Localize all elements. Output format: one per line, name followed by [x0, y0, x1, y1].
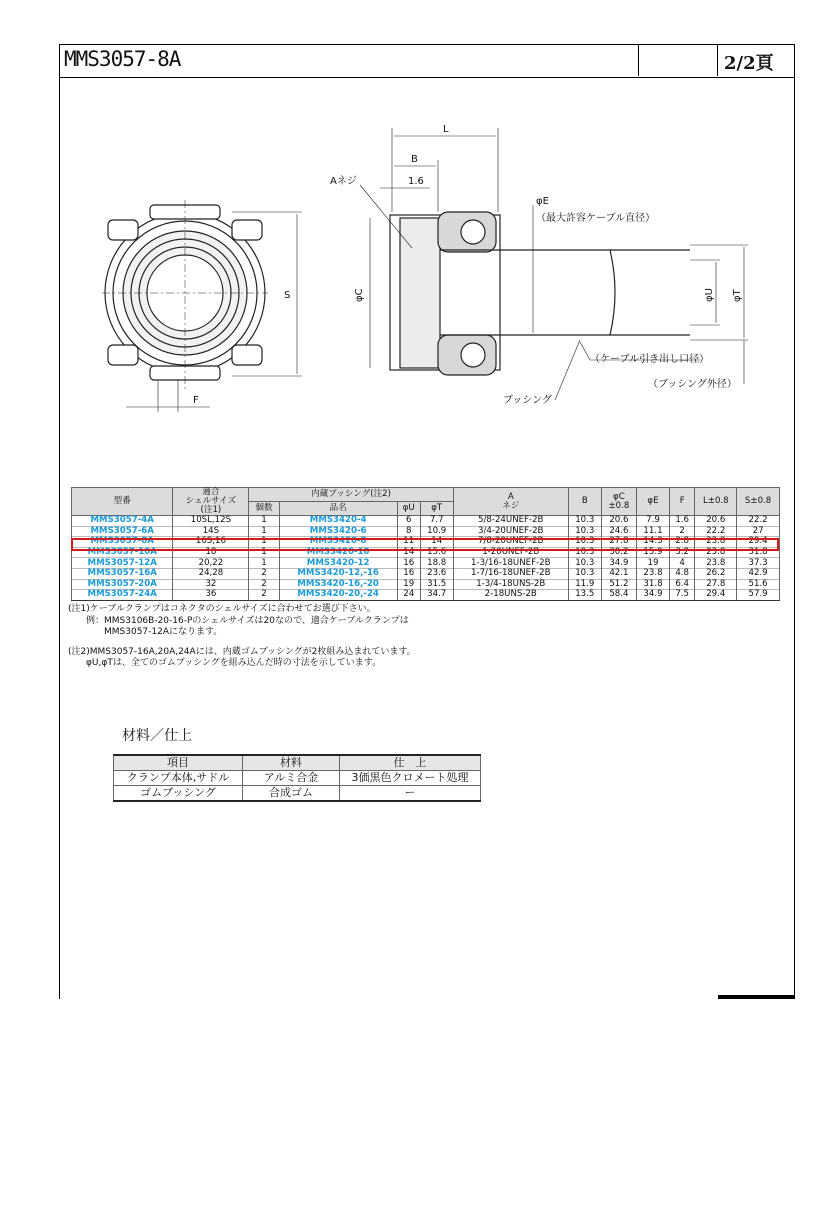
cell-shell: 18: [173, 547, 249, 558]
cell-l: 22.2: [695, 526, 737, 537]
cell-a: 1-20UNEF-2B: [453, 547, 568, 558]
materials-title: 材料／仕上: [122, 728, 192, 744]
materials-cell: アルミ合金: [243, 771, 340, 786]
dim-label-l: L: [443, 124, 449, 135]
cell-a: 2-18UNS-2B: [453, 590, 568, 601]
note-line: MMS3057-12Aになります。: [68, 627, 223, 637]
materials-cell: クランプ本体,サドル: [114, 771, 243, 786]
cell-b: 10.3: [568, 516, 601, 527]
note-line: (注2)MMS3057-16A,20A,24Aには、内蔵ゴムブッシングが2枚組み込まれています。: [68, 646, 416, 657]
cell-shell: 36: [173, 590, 249, 601]
bottom-bar: [718, 995, 794, 999]
col-c-line: φC: [613, 491, 625, 502]
cell-u: 24: [397, 590, 420, 601]
cell-model: MMS3057-8A: [72, 537, 173, 548]
cell-e: 15.9: [637, 547, 670, 558]
technical-drawing: [0, 0, 827, 480]
cell-s: 51.6: [737, 579, 780, 590]
cell-b: 10.3: [568, 547, 601, 558]
dim-label-phi-e: φE: [536, 196, 549, 207]
col-l: L±0.8: [695, 488, 737, 516]
cell-f: 3.2: [669, 547, 694, 558]
materials-table: [113, 754, 481, 802]
col-a-line: ネジ: [502, 500, 520, 511]
dim-label-phi-c: φC: [354, 288, 365, 302]
cell-model: MMS3057-4A: [72, 516, 173, 527]
table-row: [72, 526, 780, 537]
note-line: φU,φTは、全てのゴムブッシングを組み込んだ時の寸法を示しています。: [68, 658, 382, 668]
cell-u: 14: [397, 547, 420, 558]
materials-cell: ー: [340, 786, 481, 802]
cell-t: 23.6: [420, 568, 453, 579]
cell-part: MMS3420-8: [279, 537, 397, 548]
cell-u: 19: [397, 579, 420, 590]
dim-label-b: B: [411, 154, 418, 165]
cell-count: 1: [249, 516, 279, 527]
materials-header-row: [114, 755, 481, 771]
col-s: S±0.8: [737, 488, 780, 516]
materials-row: [114, 771, 481, 786]
materials-header: 項目: [114, 755, 243, 771]
cell-l: 27.8: [695, 579, 737, 590]
col-e: φE: [637, 488, 670, 516]
dim-label-phi-u: φU: [704, 288, 715, 302]
materials-cell: 合成ゴム: [243, 786, 340, 802]
col-part: 品名: [279, 502, 397, 516]
cell-b: 10.3: [568, 568, 601, 579]
cell-l: 29.4: [695, 590, 737, 601]
cell-c: 20.6: [601, 516, 636, 527]
col-c: [601, 488, 636, 516]
cell-count: 1: [249, 537, 279, 548]
cell-u: 11: [397, 537, 420, 548]
note-line: (注1)ケーブルクランプはコネクタのシェルサイズに合わせてお選び下さい。: [68, 604, 376, 614]
cell-u: 8: [397, 526, 420, 537]
cell-t: 7.7: [420, 516, 453, 527]
cell-part: MMS3420-4: [279, 516, 397, 527]
materials-cell: ゴムブッシング: [114, 786, 243, 802]
cell-c: 51.2: [601, 579, 636, 590]
materials-header: 材料: [243, 755, 340, 771]
cell-model: MMS3057-16A: [72, 568, 173, 579]
cell-t: 18.8: [420, 558, 453, 569]
cell-e: 14.3: [637, 537, 670, 548]
cell-b: 11.9: [568, 579, 601, 590]
cell-e: 23.8: [637, 568, 670, 579]
cell-u: 16: [397, 558, 420, 569]
table-row: [72, 516, 780, 527]
highlighted-row-outline: [71, 538, 779, 551]
cell-shell: 16S,16: [173, 537, 249, 548]
col-model: 型番: [72, 488, 173, 516]
cell-e: 31.8: [637, 579, 670, 590]
cell-b: 13.5: [568, 590, 601, 601]
cell-c: 34.9: [601, 558, 636, 569]
dim-label-a-thread: Aネジ: [330, 176, 357, 187]
cell-part: MMS3420-10: [279, 547, 397, 558]
cell-b: 10.3: [568, 526, 601, 537]
cell-s: 37.3: [737, 558, 780, 569]
cell-t: 10.9: [420, 526, 453, 537]
bushing-od-label: （ブッシング外径）: [648, 379, 737, 390]
cell-t: 31.5: [420, 579, 453, 590]
dim-label-1-6: 1.6: [408, 176, 424, 187]
cell-f: 4.8: [669, 568, 694, 579]
cell-a: 7/8-20UNEF-2B: [453, 537, 568, 548]
col-a: [453, 488, 568, 516]
table-row: [72, 568, 780, 579]
cell-c: 27.8: [601, 537, 636, 548]
cell-count: 2: [249, 579, 279, 590]
cell-shell: 14S: [173, 526, 249, 537]
dim-label-phi-t: φT: [732, 289, 743, 302]
cell-model: MMS3057-12A: [72, 558, 173, 569]
front-view: [102, 200, 302, 412]
cell-part: MMS3420-12,-16: [279, 568, 397, 579]
cell-l: 23.8: [695, 547, 737, 558]
cell-l: 23.8: [695, 537, 737, 548]
cell-t: 14: [420, 537, 453, 548]
cell-c: 30.2: [601, 547, 636, 558]
cell-count: 2: [249, 590, 279, 601]
materials-cell: 3価黒色クロメート処理: [340, 771, 481, 786]
max-cable-label: （最大許容ケーブル直径）: [536, 213, 656, 224]
cell-model: MMS3057-10A: [72, 547, 173, 558]
col-t: φT: [420, 502, 453, 516]
cell-shell: 10SL,12S: [173, 516, 249, 527]
cell-count: 2: [249, 568, 279, 579]
col-u: φU: [397, 502, 420, 516]
cell-model: MMS3057-20A: [72, 579, 173, 590]
col-bushing-group: 内蔵ブッシング(注2): [249, 488, 453, 502]
cell-model: MMS3057-24A: [72, 590, 173, 601]
cable-exit-label: （ケーブル引き出し口径）: [590, 354, 710, 365]
cell-s: 42.9: [737, 568, 780, 579]
cell-shell: 24,28: [173, 568, 249, 579]
table-row: [72, 590, 780, 601]
cell-part: MMS3420-16,-20: [279, 579, 397, 590]
materials-row: [114, 786, 481, 802]
cell-f: 7.5: [669, 590, 694, 601]
cell-f: 2: [669, 526, 694, 537]
cell-part: MMS3420-20,-24: [279, 590, 397, 601]
col-shell: [173, 488, 249, 516]
col-c-line: ±0.8: [608, 500, 630, 511]
cell-count: 1: [249, 558, 279, 569]
cell-e: 34.9: [637, 590, 670, 601]
cell-l: 23.8: [695, 558, 737, 569]
dim-label-f: F: [193, 395, 199, 406]
cell-b: 10.3: [568, 537, 601, 548]
cell-s: 31.8: [737, 547, 780, 558]
cell-s: 29.4: [737, 537, 780, 548]
cell-shell: 20,22: [173, 558, 249, 569]
cell-a: 1-3/4-18UNS-2B: [453, 579, 568, 590]
cell-f: 2.8: [669, 537, 694, 548]
cell-part: MMS3420-6: [279, 526, 397, 537]
cell-s: 22.2: [737, 516, 780, 527]
cell-c: 42.1: [601, 568, 636, 579]
col-count: 個数: [249, 502, 279, 516]
document-title: MMS3057-8A: [64, 47, 181, 71]
cell-c: 24.6: [601, 526, 636, 537]
cell-s: 27: [737, 526, 780, 537]
cell-count: 1: [249, 526, 279, 537]
cell-f: 6.4: [669, 579, 694, 590]
cell-t: 15.6: [420, 547, 453, 558]
cell-s: 57.9: [737, 590, 780, 601]
notes: [68, 604, 416, 670]
note-line: 例：MMS3106B-20-16-Pのシェルサイズは20なので、適合ケーブルクランプは: [68, 615, 409, 626]
cell-e: 7.9: [637, 516, 670, 527]
bushing-label: ブッシング: [503, 395, 552, 406]
cell-t: 34.7: [420, 590, 453, 601]
cell-b: 10.3: [568, 558, 601, 569]
col-b: B: [568, 488, 601, 516]
cell-e: 19: [637, 558, 670, 569]
cell-a: 1-7/16-18UNEF-2B: [453, 568, 568, 579]
col-a-line: A: [507, 491, 514, 502]
cell-model: MMS3057-6A: [72, 526, 173, 537]
cell-f: 4: [669, 558, 694, 569]
table-row: [72, 558, 780, 569]
col-shell-line: (注1): [200, 505, 222, 515]
col-shell-line: 適合: [202, 487, 220, 497]
table-row: [72, 579, 780, 590]
cell-l: 20.6: [695, 516, 737, 527]
cell-part: MMS3420-12: [279, 558, 397, 569]
cell-count: 1: [249, 547, 279, 558]
page-number: 2/2頁: [724, 53, 774, 74]
cell-a: 5/8-24UNEF-2B: [453, 516, 568, 527]
cell-a: 1-3/16-18UNEF-2B: [453, 558, 568, 569]
cell-f: 1.6: [669, 516, 694, 527]
col-shell-line: シェルサイズ: [185, 496, 237, 506]
materials-header: 仕 上: [340, 755, 481, 771]
cell-l: 26.2: [695, 568, 737, 579]
cell-c: 58.4: [601, 590, 636, 601]
cell-u: 16: [397, 568, 420, 579]
dim-label-s: S: [284, 290, 291, 301]
cell-u: 6: [397, 516, 420, 527]
col-f: F: [669, 488, 694, 516]
cell-shell: 32: [173, 579, 249, 590]
cell-a: 3/4-20UNEF-2B: [453, 526, 568, 537]
cell-e: 11.1: [637, 526, 670, 537]
